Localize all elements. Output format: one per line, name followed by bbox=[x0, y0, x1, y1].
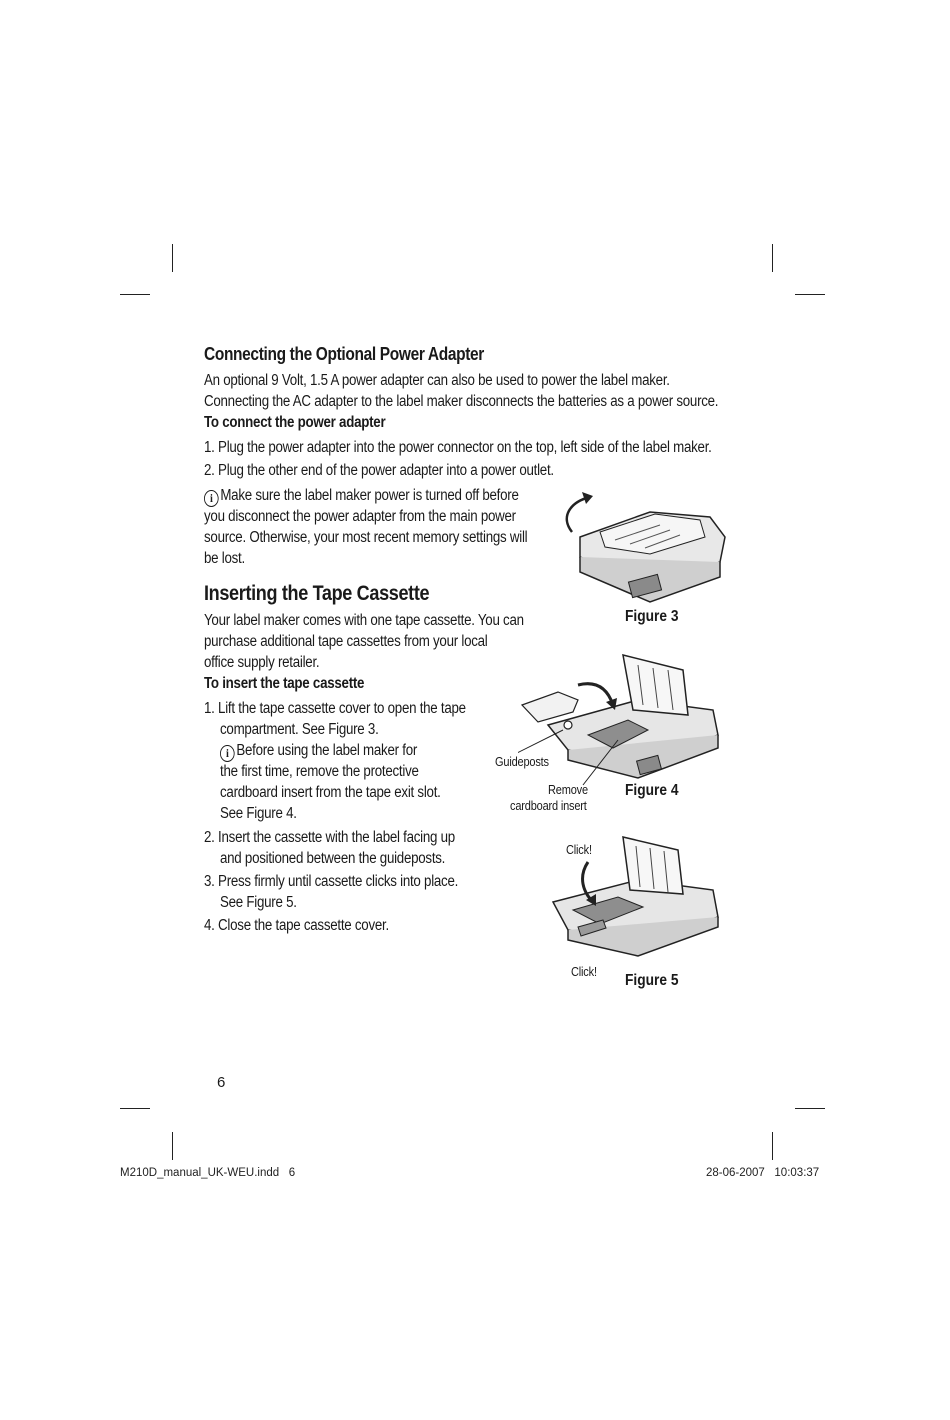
tape-intro-line3: office supply retailer. bbox=[204, 654, 320, 671]
crop-mark bbox=[795, 1108, 825, 1109]
tape-intro-line2: purchase additional tape cassettes from your local bbox=[204, 633, 488, 650]
info-icon: i bbox=[220, 745, 235, 762]
section-heading-power: Connecting the Optional Power Adapter bbox=[204, 344, 484, 364]
tape-step-1-note-line1: i Before using the label maker for bbox=[220, 740, 417, 762]
power-note-line3: source. Otherwise, your most recent memory settings will bbox=[204, 529, 528, 546]
step-number: 2. bbox=[204, 462, 215, 479]
tape-step-1-note-line3: cardboard insert from the tape exit slot. bbox=[220, 784, 441, 801]
section-heading-tape: Inserting the Tape Cassette bbox=[204, 582, 430, 605]
crop-mark bbox=[795, 294, 825, 295]
power-paragraph-line2: Connecting the AC adapter to the label maker disconnects the batteries as a power source. bbox=[204, 393, 719, 410]
power-step-1 bbox=[204, 437, 712, 458]
figure-4-illustration bbox=[518, 650, 728, 790]
tape-step-2-line2: and positioned between the guideposts. bbox=[220, 850, 446, 867]
page-number: 6 bbox=[217, 1074, 226, 1091]
tape-step-1-line1: 1. Lift the tape cassette cover to open the tape bbox=[204, 700, 466, 717]
step-number: 1. bbox=[204, 439, 215, 456]
footer-file-slug: M210D_manual_UK-WEU.indd 6 bbox=[120, 1167, 296, 1179]
tape-step-1-line2: compartment. See Figure 3. bbox=[220, 721, 379, 738]
tape-step-1-note-line4: See Figure 4. bbox=[220, 805, 297, 822]
crop-mark bbox=[772, 1132, 773, 1160]
crop-mark bbox=[772, 244, 773, 272]
tape-step-4: 4. Close the tape cassette cover. bbox=[204, 917, 389, 934]
power-paragraph-line1: An optional 9 Volt, 1.5 A power adapter can also be used to power the label maker. bbox=[204, 372, 670, 389]
crop-mark bbox=[120, 1108, 150, 1109]
remove-label-line2: cardboard insert bbox=[510, 799, 587, 813]
figure-5-caption: Figure 5 bbox=[625, 972, 679, 989]
step-text: Plug the other end of the power adapter into a power outlet. bbox=[218, 462, 554, 479]
power-note-line4: be lost. bbox=[204, 550, 245, 567]
power-step-2 bbox=[204, 460, 554, 481]
figure-3-caption: Figure 3 bbox=[625, 608, 679, 625]
crop-mark bbox=[120, 294, 150, 295]
click-label-bottom: Click! bbox=[571, 965, 597, 979]
crop-mark bbox=[172, 244, 173, 272]
remove-label-line1: Remove bbox=[548, 783, 588, 797]
tape-step-3-line1: 3. Press firmly until cassette clicks into place. bbox=[204, 873, 459, 890]
tape-step-1-note-line2: the first time, remove the protective bbox=[220, 763, 419, 780]
tape-subheading: To insert the tape cassette bbox=[204, 675, 365, 692]
tape-intro-line1: Your label maker comes with one tape cassette. You can bbox=[204, 612, 524, 629]
footer-timestamp: 28-06-2007 10:03:37 bbox=[706, 1167, 820, 1179]
power-note-line2: you disconnect the power adapter from the main power bbox=[204, 508, 516, 525]
tape-step-3-line2: See Figure 5. bbox=[220, 894, 297, 911]
figure-3-illustration bbox=[560, 492, 760, 607]
figure-4-caption: Figure 4 bbox=[625, 782, 679, 799]
power-note-line1: i Make sure the label maker power is turned off before bbox=[204, 485, 519, 507]
step-text: Plug the power adapter into the power connector on the top, left side of the label maker. bbox=[218, 439, 712, 456]
click-label-top: Click! bbox=[566, 843, 592, 857]
guideposts-label: Guideposts bbox=[495, 755, 549, 769]
power-subheading: To connect the power adapter bbox=[204, 414, 386, 431]
tape-step-2-line1: 2. Insert the cassette with the label facing up bbox=[204, 829, 455, 846]
info-icon: i bbox=[204, 490, 219, 507]
crop-mark bbox=[172, 1132, 173, 1160]
